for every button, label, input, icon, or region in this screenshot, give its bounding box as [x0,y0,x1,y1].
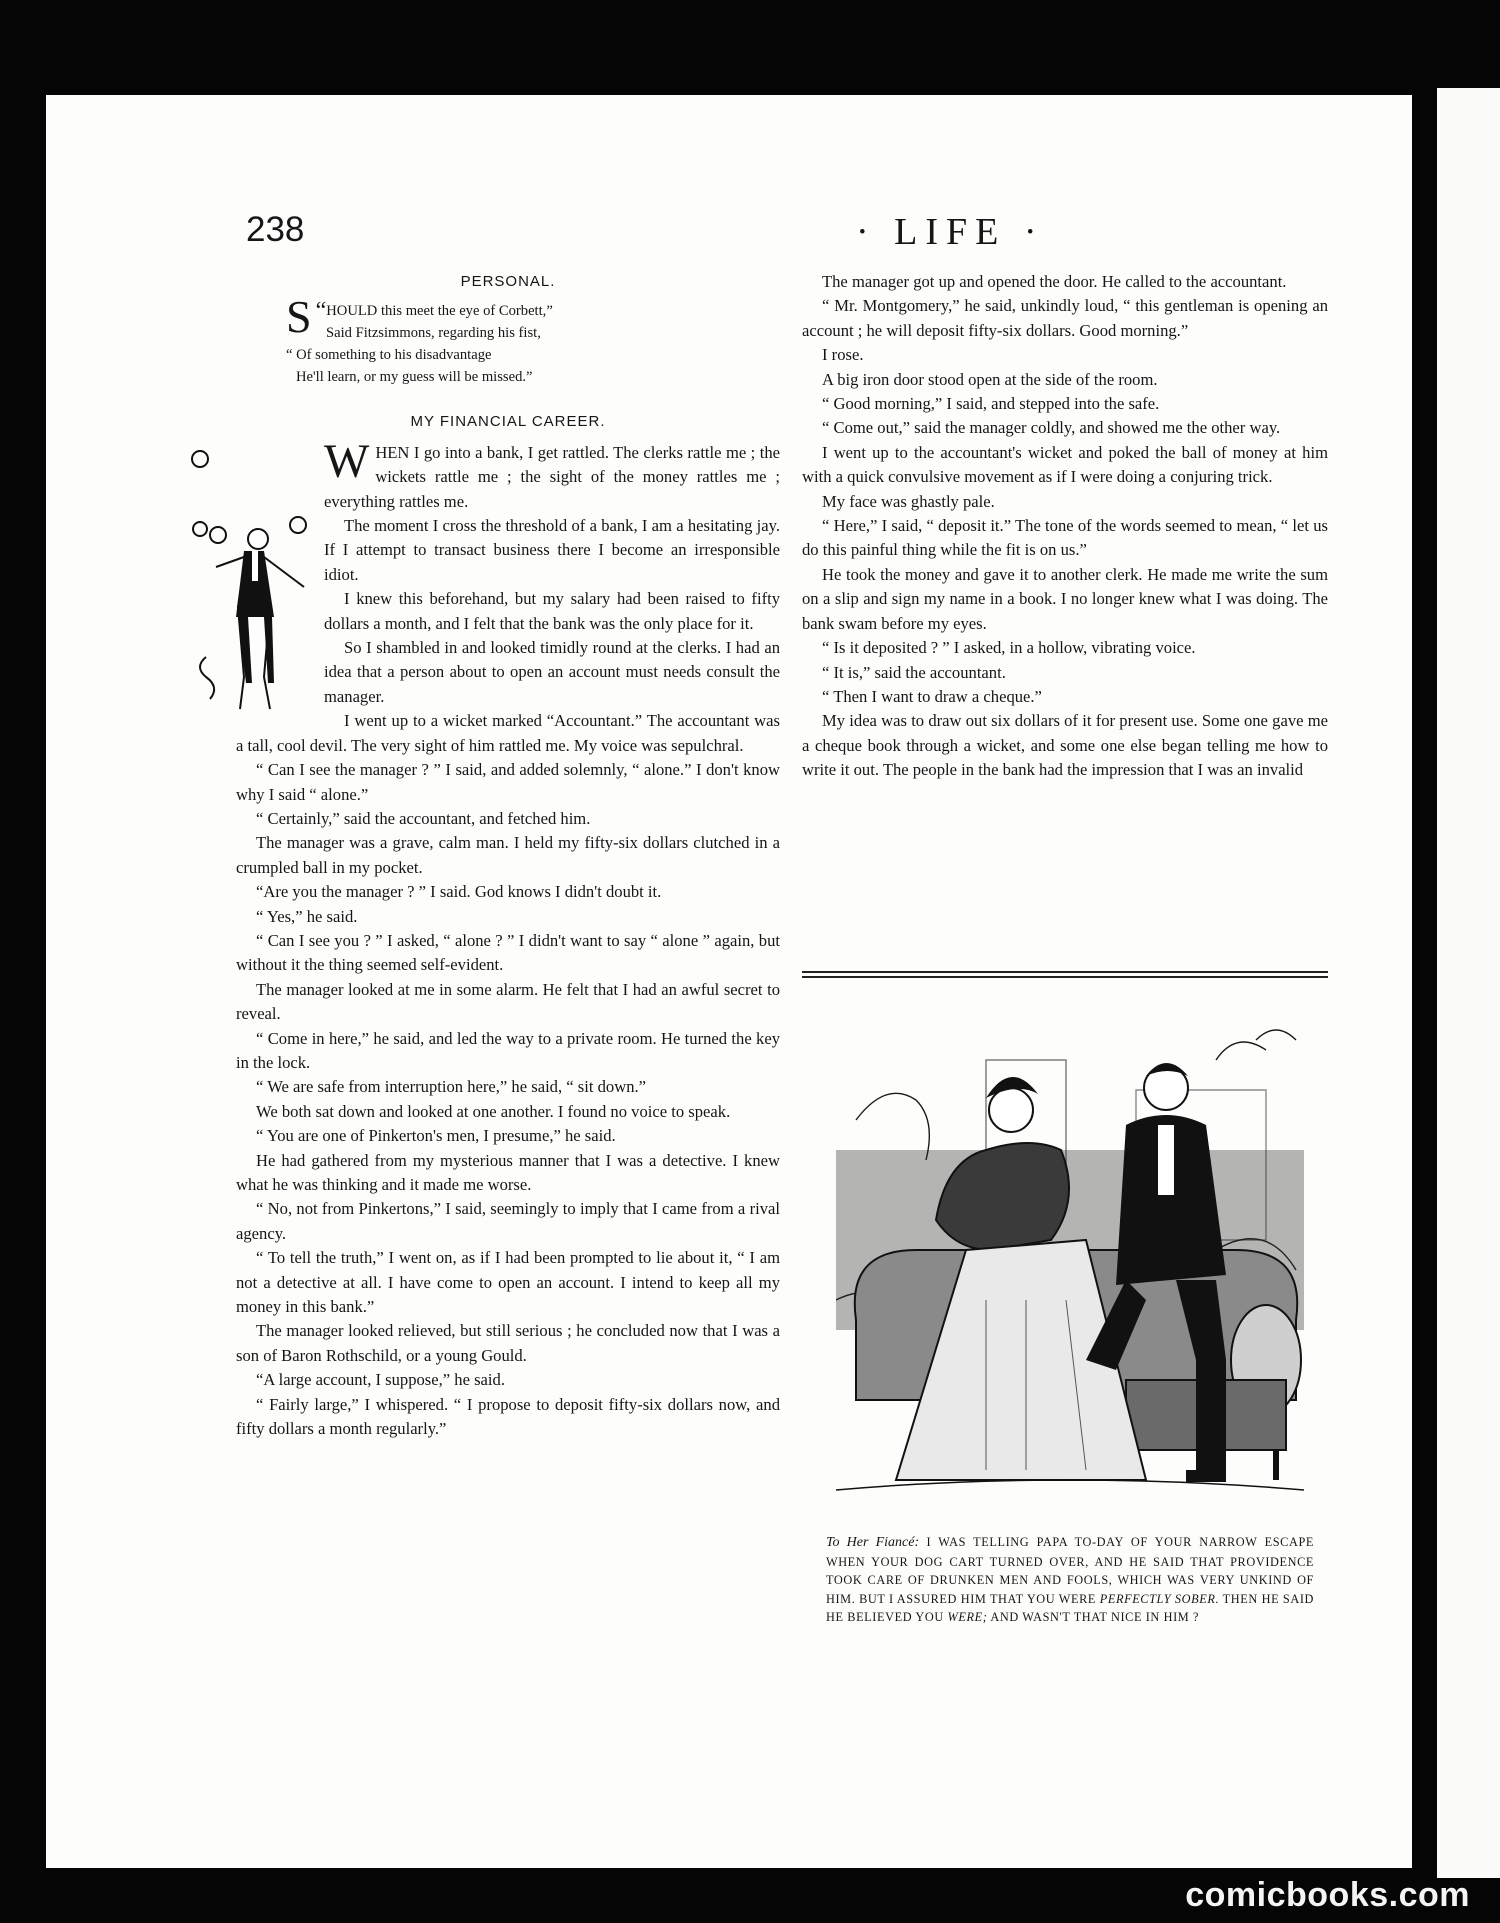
career-paragraph: “ Come out,” said the manager coldly, and showed me the other way. [822,418,1281,438]
caption-italic-2: WERE; [947,1610,988,1624]
double-rule-bottom [802,976,1328,978]
couple-on-sofa-illustration [836,1000,1304,1512]
career-paragraph: I went up to the accountant's wicket and poked the ball of money at him with a quick convulsive movement as if I were doing a conjuring trick. [802,442,1328,487]
career-paragraph: “ Come in here,” he said, and led the way to a private room. He turned the key in the lock. [236,1028,780,1072]
career-paragraph [236,434,780,514]
career-body-left [236,434,780,1442]
career-paragraph: “ Yes,” he said. [256,906,358,926]
career-paragraph: “ No, not from Pinkertons,” I said, seemingly to imply that I came from a rival agency. [236,1199,780,1243]
career-paragraph: I went up to a wicket marked “Accountant.” The accountant was a tall, cool devil. The very sight of him rattled me. My voice was sepulchral. [236,711,780,755]
career-paragraph: My face was ghastly pale. [822,491,995,511]
career-paragraph: He had gathered from my mysterious manner that I was a detective. I knew what he was thinking and it made me worse. [236,1150,780,1194]
career-paragraph: “ Can I see you ? ” I asked, “ alone ? ” I didn't want to say “ alone ” again, but without it the thing seemed self-evident. [236,930,780,975]
personal-heading: PERSONAL. [460,273,556,290]
career-paragraph: My idea was to draw out six dollars of it for present use. Some one gave me a cheque book through a wicket, and some one else began telling me how to write it out. The people in the bank had the impression that I was an invalid [802,711,1328,780]
career-paragraph: “ Here,” I said, “ deposit it.” The tone of the words seemed to mean, “ let us do this painful thing while the fit is on us.” [802,516,1328,560]
poem-line-3: “ Of something to his disadvantage [286,347,492,364]
double-rule-top [802,971,1328,973]
career-paragraph: “ Certainly,” said the accountant, and fetched him. [256,808,591,828]
caption-text-1: I WAS TELLING PAPA TO-DAY OF YOUR NARROW ESCAPE WHEN YOUR DOG CART TURNED OVER, AND HE SAID THAT PROVIDENCE TOOK CARE OF DRUNKEN MEN AND FOOLS, WHICH WAS VERY UNKIND OF HIM. BUT I ASSURED HIM THAT YOU WERE [826,1535,1314,1606]
caption-italic-1: PERFECTLY SOBER. [1099,1591,1220,1606]
career-paragraph: “ We are safe from interruption here,” he said, “ sit down.” [256,1077,647,1097]
career-paragraph: The manager looked relieved, but still serious ; he concluded now that I was a son of Baron Rothschild, or a young Gould. [236,1321,780,1365]
page-number: 238 [246,210,305,249]
career-paragraph: We both sat down and looked at one another. I found no voice to speak. [256,1101,731,1121]
career-paragraph: “ Fairly large,” I whispered. “ I propose to deposit fifty-six dollars now, and fifty dollars a month regularly.” [236,1394,780,1439]
career-paragraph: “ Then I want to draw a cheque.” [822,686,1042,706]
career-paragraph: “ Mr. Montgomery,” he said, unkindly loud, “ this gentleman is opening an account ; he will deposit fifty-six dollars. Good morning.” [802,296,1328,340]
poem-open-quote: “ [315,298,327,325]
career-paragraph: He took the money and gave it to another clerk. He made me write the sum on a slip and sign my name in a book. I no longer knew what I was doing. The bank swam before my eyes. [802,564,1328,633]
career-paragraph: So I shambled in and looked timidly round at the clerks. I had an idea that a person about to open an account must needs consult the manager. [324,638,780,706]
poem-line-1-text: HOULD this meet the eye of Corbett,” [326,303,553,320]
personal-poem [286,291,780,388]
poem-drop-cap: S [286,291,312,343]
career-paragraph: “ It is,” said the accountant. [822,662,1006,682]
career-paragraph: “ Can I see the manager ? ” I said, and added solemnly, “ alone.” I don't know why I said “ alone.” [236,760,780,804]
career-paragraph: The manager was a grave, calm man. I held my fifty-six dollars clutched in a crumpled ball in my pocket. [236,833,780,877]
career-paragraph: The moment I cross the threshold of a bank, I am a hesitating jay. If I attempt to transact business there I become an irresponsible idiot. [324,516,780,584]
career-paragraph: I knew this beforehand, but my salary had been raised to fifty dollars a month, and I felt that the bank was the only place for it. [324,589,780,633]
career-paragraph: I rose. [822,345,864,365]
poem-line-4: He'll learn, or my guess will be missed.” [296,369,533,386]
page-header [246,210,1326,260]
poem-line-2: Said Fitzsimmons, regarding his fist, [326,325,541,342]
caption-text-3: AND WASN'T THAT NICE IN HIM ? [990,1610,1200,1624]
watermark: comicbooks.com [1185,1876,1470,1914]
caption-lead: To Her Fiancé: [826,1535,920,1550]
career-paragraph: “A large account, I suppose,” he said. [256,1370,505,1390]
career-paragraph: “Are you the manager ? ” I said. God knows I didn't doubt it. [256,882,662,902]
career-heading: MY FINANCIAL CAREER. [410,413,606,431]
paragraph-text: HEN I go into a bank, I get rattled. The clerks rattle me ; the wickets rattle me ; the sight of the money rattles me ; everything rattles me. [324,442,780,511]
career-paragraph: The manager got up and opened the door. He called to the accountant. [822,272,1287,291]
left-column [236,270,780,1441]
career-paragraph: A big iron door stood open at the side of the room. [822,369,1158,389]
career-paragraph: “ You are one of Pinkerton's men, I presume,” he said. [256,1126,616,1146]
caption-text-2: THEN HE SAID HE BELIEVED YOU [826,1591,1315,1624]
juggler-illustration [186,447,316,717]
career-paragraph: The manager looked at me in some alarm. He felt that I had an awful secret to reveal. [236,979,780,1024]
illustration-caption [826,1533,1314,1627]
masthead: · LIFE · [856,211,1045,253]
career-paragraph: “ To tell the truth,” I went on, as if I had been prompted to lie about it, “ I am not a detective at all. I have come to open an account. I intend to keep all my money in this bank.” [236,1248,780,1317]
career-paragraph: “ Good morning,” I said, and stepped into the safe. [822,394,1160,414]
career-drop-cap: W [324,434,370,488]
career-paragraph: “ Is it deposited ? ” I asked, in a hollow, vibrating voice. [822,638,1196,658]
right-column [802,270,1328,783]
adjacent-page-edge [1437,88,1500,1878]
